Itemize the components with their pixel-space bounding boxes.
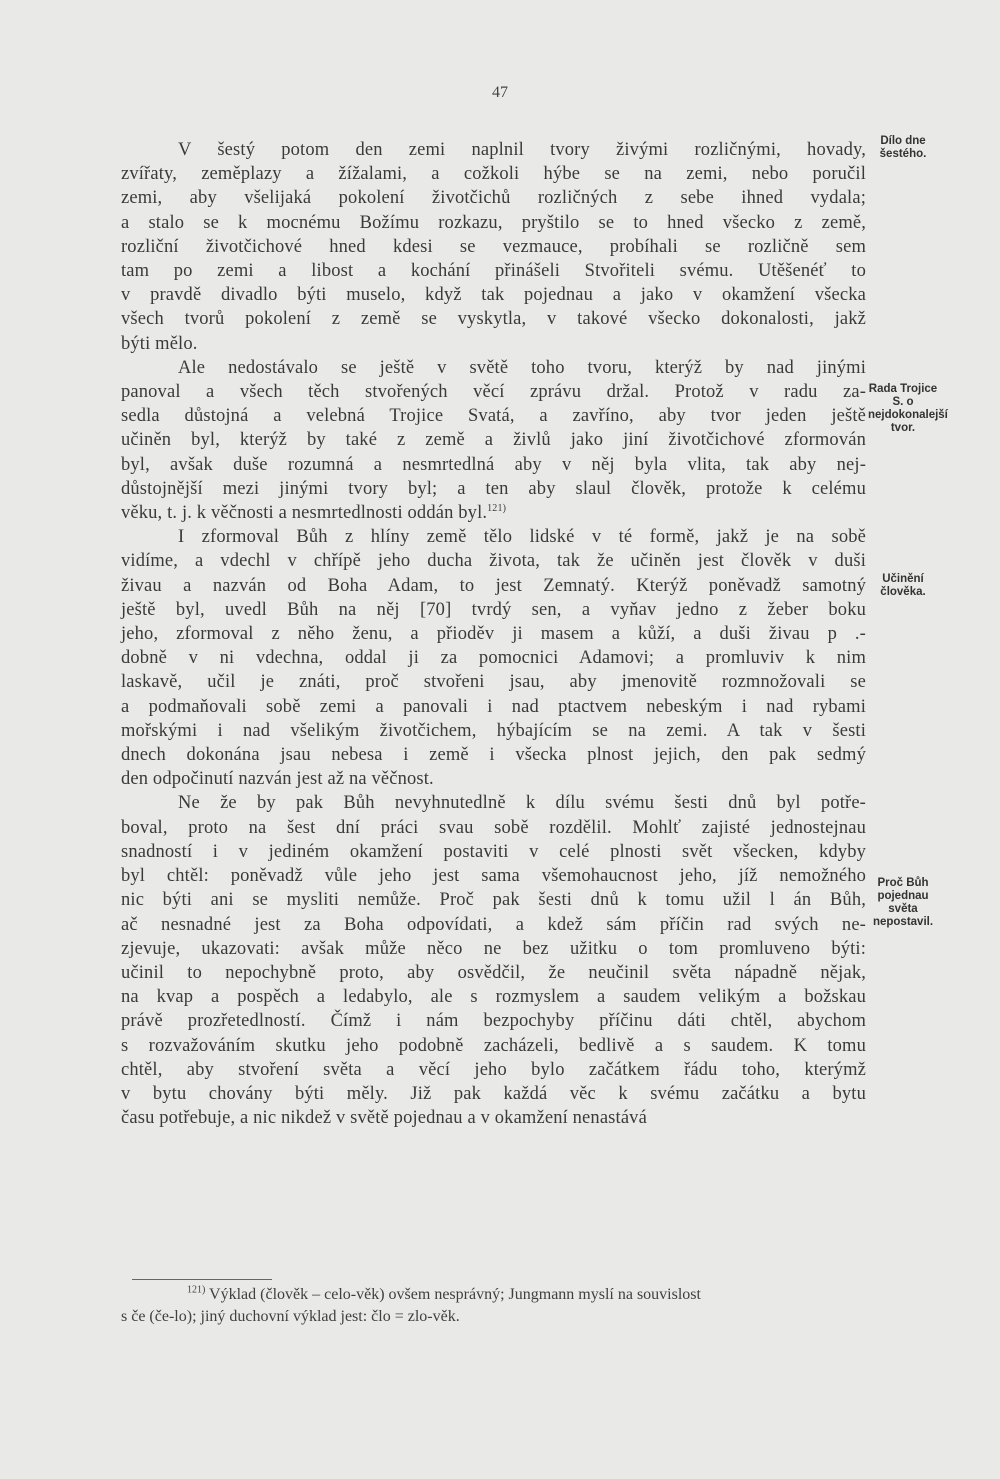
margin-note-uczineni-cloveka: Učinění člověka. [880,573,926,598]
text-line: laskavě, učil je znáti, proč stvořeni jsau, aby jmenovitě rozmnožovali se [121,672,866,693]
text-line: zjevuje, ukazovati: avšak může něco ne bez užitku o tom promluveno býti: [121,938,866,959]
text-line: věku, t. j. k věčnosti a nesmrtedlnosti oddán byl.$^{121)}$ [121,502,507,524]
text-line: živau a nazván od Boha Adam, to jest Zemnatý. Kterýž poněvadž samotný [121,575,866,596]
footnotes [121,1284,866,1328]
text-line: všech tvorů pokolení z země se vyskytla, v takové všecko dokonalosti, jakž [121,309,866,330]
text-line: dobně v ni vdechna, oddal ji za pomocnici Adamovi; a promluviv k nim [121,648,866,669]
paragraph [121,138,866,356]
text-line: času potřebuje, a nic nikdež v světě pojednau a v okamžení nenastává [121,1108,647,1129]
footnote-121-text: Výklad (člověk – celo-věk) ovšem nesprávný; Jungmann myslí na souvislost [205,1286,701,1303]
text-line: mořskými i nad všelikým životčichem, hýbajícím se na zemi. A tak v šesti [121,720,866,741]
text-line: nic býti ani se mysliti nemůže. Proč pak šesti dnů k tomu užil l án Bůh, [121,890,866,911]
text-line: den odpočinutí nazván jest až na věčnost. [121,769,434,790]
text-line: chtěl, aby stvoření světa a věcí jeho bylo začátkem řádu toho, kterýmž [121,1059,866,1080]
body-text [121,138,866,1130]
text-line: sedla důstojná a velebná Trojice Svatá, a zavřínо, aby tvor jeden ještě [121,406,866,427]
text-line: snadností i v jediném okamžení postaviti v celé plnosti svět všecken, kdyby [121,841,866,862]
footnote-reference[interactable]: 121) [487,502,507,514]
footnote-121-continuation: s če (če-lo); jiný duchovní výklad jest: člo = zlo-věk. [121,1308,460,1325]
text-line: ač nesnadné jest za Boha odpovídati, a kdež sám příčin rad svých ne- [121,914,866,935]
text-line: Ale nedostávalo se ještě v světě toho tvoru, kterýž by nad jinými [178,357,866,378]
text-line: Ne že by pak Bůh nevyhnutedlně k dílu svému šesti dnů byl potře- [178,793,866,814]
text-line: vidíme, a vdechl v chřípě jeho ducha života, tak že učiněn jest člověk v duši [121,551,866,572]
text-line: zvířaty, zeměplazy a žížalami, a cožkoli hýbe se na zemi, nebo poručil [121,164,866,185]
text-line: na kvap a pospěch a ledabylo, ale s rozmyslem a saudem velikým a božskau [121,987,866,1008]
footnote-rule [132,1279,272,1280]
text-line: ještě byl, uvedl Bůh na něj [70] tvrdý sen, a vyňav jedno z žeber boku [121,599,866,620]
margin-note-proc-buh: Proč Bůh pojednau světa nepostavil. [872,877,934,928]
text-line: byl chtěl: poněvadž vůle jeho jest sama všemohaucnost jeho, jíž nemožného [121,866,866,887]
footnote-121-marker: 121) [187,1284,206,1296]
text-line: právě prozřetedlností. Čímž i nám bezpochyby příčinu dáti chtěl, abychom [121,1011,866,1032]
text-line: V šestý potom den zemi naplnil tvory živými rozličnými, hovady, [178,140,866,160]
footnote-121 [121,1284,866,1306]
text-line: dnech dokonána jsau nebesa i země i všecka plnost jejich, den pak sedmý [121,745,866,766]
text-line: s rozvažováním skutku jeho podobně zacházeli, bedlivě a s saudem. K tomu [121,1035,866,1056]
text-line: panoval a všech těch stvořených věcí zprávu držal. Protož v radu za- [121,382,866,403]
text-line: I zformoval Bůh z hlíny země tělo lidské v té formě, jakž je na sobě [178,527,866,548]
margin-note-dilo-dne-sesteho: Dílo dne šestého. [879,135,927,160]
text-line: býti mělo. [121,333,198,354]
text-line: a stalo se k mocnému Božímu rozkazu, pryštilo se to hned všecko z země, [121,212,866,233]
text-line: a podmaňovali sobě zemi a panovali i nad ptactvem nebeským i nad rybami [121,696,866,717]
text-line: rozliční životčichové hned kdesi se vezmauce, probíhali se rozličně sem [121,236,866,257]
text-line: boval, proto na šest dní práci svau sobě rozdělil. Mohlť zajisté jednostejnau [121,817,866,838]
text-line: důstojnější mezi jinými tvory byl; a ten aby slaul člověk, protože k celému [121,478,866,499]
paragraph [121,791,866,1130]
text-line: zemi, aby všelijaká pokolení životčichů rozličných z sebe ihned vydala; [121,188,866,209]
text-line: v bytu chovány býti měly. Již pak každá věc k svému začátku a bytu [121,1083,866,1104]
page-number: 47 [492,84,508,101]
text-line: tam po zemi a libost a kochání přinášeli Stvořiteli svému. Utěšenéť to [121,261,866,282]
text-line: v pravdě divadlo býti muselo, když tak pojednau a jako v okamžení všecka [121,285,866,306]
text-line: učinil to nepochybně proto, aby osvědčil, že neučinil světa nápadně nějak, [121,962,866,983]
text-line: byl, avšak duše rozumná a nesmrtedlná aby v něj byla vlita, tak aby nej- [121,454,866,475]
text-line: učiněn byl, kterýž by také z země a živlů jako jiní životčichové zformován [121,430,866,451]
paragraph [121,525,866,791]
text-line: jeho, zformoval z něho ženu, a přioděv ji masem a kůží, a duši živau p .- [121,624,866,645]
paragraph [121,356,866,525]
margin-note-rada-trojice: Rada Trojice S. o nejdokonalejší tvor. [868,383,948,434]
